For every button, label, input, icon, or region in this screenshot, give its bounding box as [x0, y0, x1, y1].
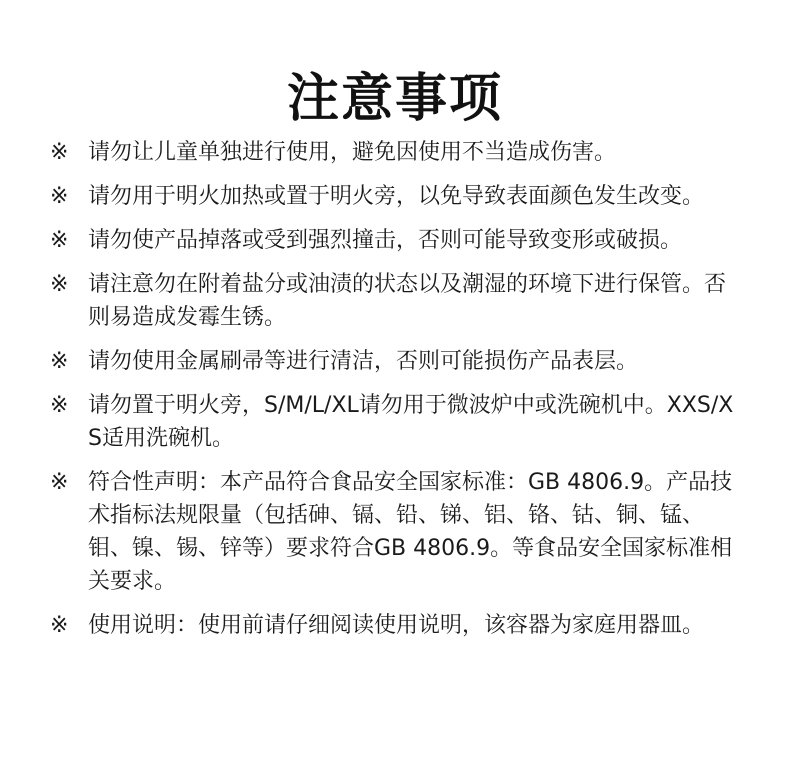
note-text: 请勿让儿童单独进行使用，避免因使用不当造成伤害。: [88, 140, 617, 165]
reference-mark-icon: ※: [50, 613, 69, 638]
reference-mark-icon: ※: [50, 272, 69, 297]
note-text: 请注意勿在附着盐分或油渍的状态以及潮湿的环境下进行保管。否则易造成发霉生锈。: [88, 272, 727, 330]
reference-mark-icon: ※: [50, 140, 69, 165]
note-text: 符合性声明：本产品符合食品安全国家标准：GB 4806.9。产品技术指标法规限量（包括砷、镉、铅、锑、铝、铬、钴、铜、锰、钼、镍、锡、锌等）要求符合GB 4806.9。等食品安全国家标准相关要求。: [88, 470, 733, 594]
reference-mark-icon: ※: [50, 349, 69, 374]
note-item: [50, 609, 740, 642]
note-item: [50, 136, 740, 169]
note-text: 请勿使产品掉落或受到强烈撞击，否则可能导致变形或破损。: [88, 228, 683, 253]
page-title: 注意事项: [286, 68, 503, 129]
note-item: [50, 268, 740, 334]
reference-mark-icon: ※: [50, 470, 69, 495]
note-text: 请勿用于明火加热或置于明火旁，以免导致表面颜色发生改变。: [88, 184, 705, 209]
note-text: 使用说明：使用前请仔细阅读使用说明，该容器为家庭用器皿。: [88, 613, 705, 638]
note-item: [50, 224, 740, 257]
note-text: 请勿使用金属刷帚等进行清洁，否则可能损伤产品表层。: [88, 349, 639, 374]
note-item: [50, 345, 740, 378]
reference-mark-icon: ※: [50, 184, 69, 209]
note-item: [50, 466, 740, 598]
notes-list: [50, 136, 740, 653]
note-item: [50, 180, 740, 213]
reference-mark-icon: ※: [50, 228, 69, 253]
note-item: [50, 389, 740, 455]
note-text: 请勿置于明火旁，S/M/L/XL请勿用于微波炉中或洗碗机中。XXS/XS适用洗碗机。: [88, 393, 734, 451]
reference-mark-icon: ※: [50, 393, 69, 418]
